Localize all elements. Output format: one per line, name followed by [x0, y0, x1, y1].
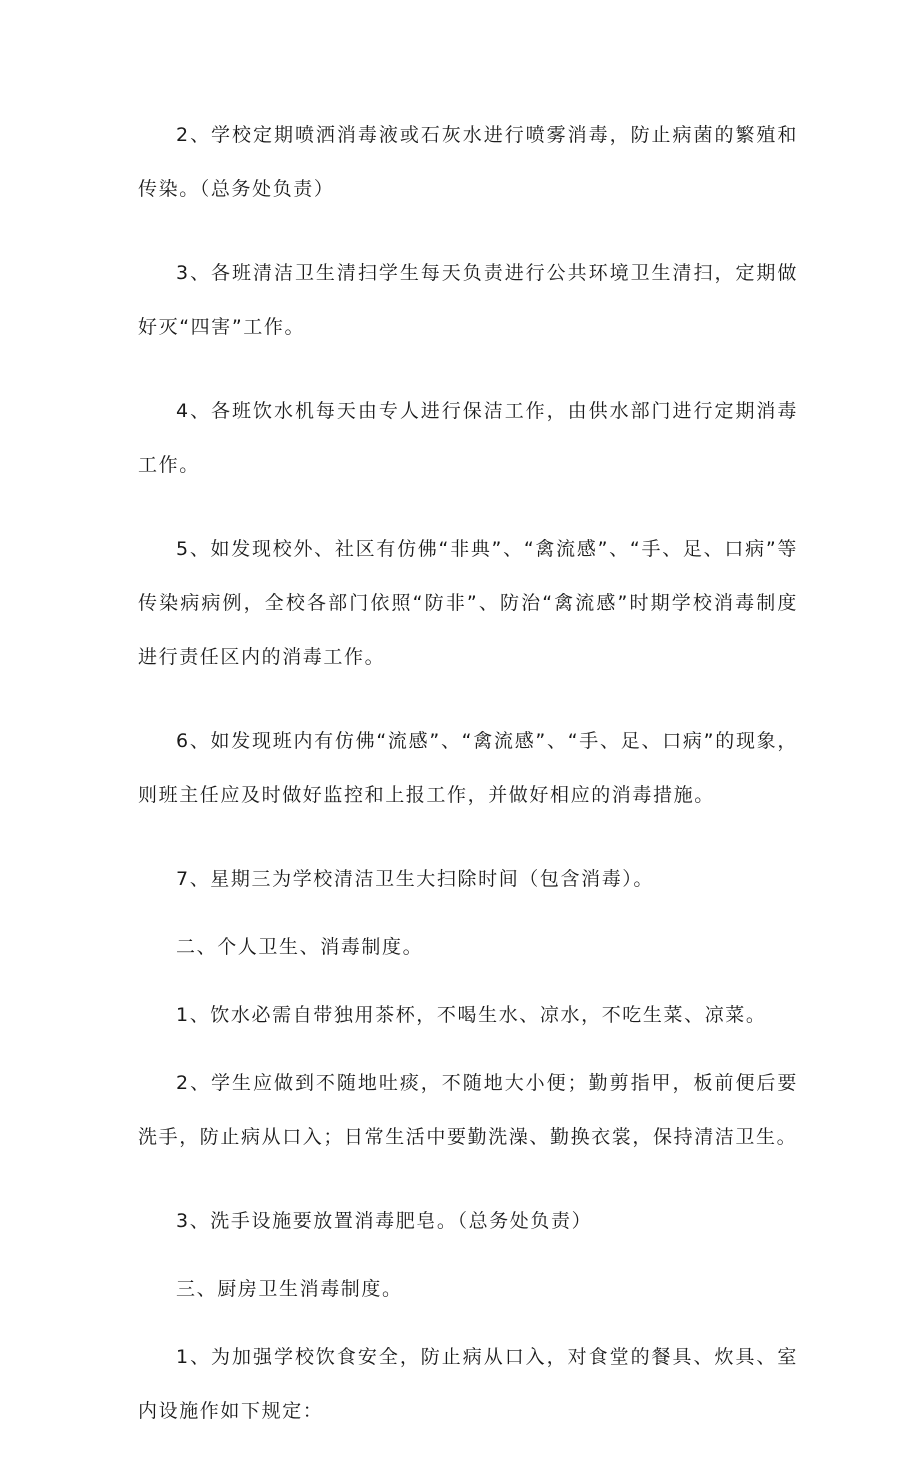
paragraph-class-cleaning: 3、各班清洁卫生清扫学生每天负责进行公共环境卫生清扫，定期做好灭“四害”工作。	[138, 262, 798, 338]
paragraph-drinking-cup: 1、饮水必需自带独用茶杯，不喝生水、凉水，不吃生菜、凉菜。	[176, 1004, 767, 1026]
paragraph-wednesday-cleaning: 7、星期三为学校清洁卫生大扫除时间（包含消毒）。	[176, 868, 654, 890]
paragraph-canteen-rules: 1、为加强学校饮食安全，防止病从口入，对食堂的餐具、炊具、室内设施作如下规定：	[138, 1346, 798, 1422]
document-body	[138, 108, 798, 1468]
paragraph-student-habits: 2、学生应做到不随地吐痰，不随地大小便；勤剪指甲，板前便后要洗手，防止病从口入；日常生活中要勤洗澡、勤换衣裳，保持清洁卫生。	[138, 1072, 798, 1148]
section-heading-kitchen-hygiene: 三、厨房卫生消毒制度。	[176, 1278, 403, 1300]
paragraph-water-dispenser: 4、各班饮水机每天由专人进行保洁工作，由供水部门进行定期消毒工作。	[138, 400, 798, 476]
paragraph-class-outbreak: 6、如发现班内有仿佛“流感”、“禽流感”、“手、足、口病”的现象，则班主任应及时做好监控和上报工作，并做好相应的消毒措施。	[138, 730, 798, 806]
section-heading-personal-hygiene: 二、个人卫生、消毒制度。	[176, 936, 424, 958]
paragraph-spray-disinfection: 2、学校定期喷洒消毒液或石灰水进行喷雾消毒，防止病菌的繁殖和传染。（总务处负责）	[138, 124, 798, 200]
paragraph-community-outbreak: 5、如发现校外、社区有仿佛“非典”、“禽流感”、“手、足、口病”等传染病病例，全校各部门依照“防非”、防治“禽流感”时期学校消毒制度进行责任区内的消毒工作。	[138, 538, 798, 668]
paragraph-hand-washing-soap: 3、洗手设施要放置消毒肥皂。（总务处负责）	[176, 1210, 593, 1232]
